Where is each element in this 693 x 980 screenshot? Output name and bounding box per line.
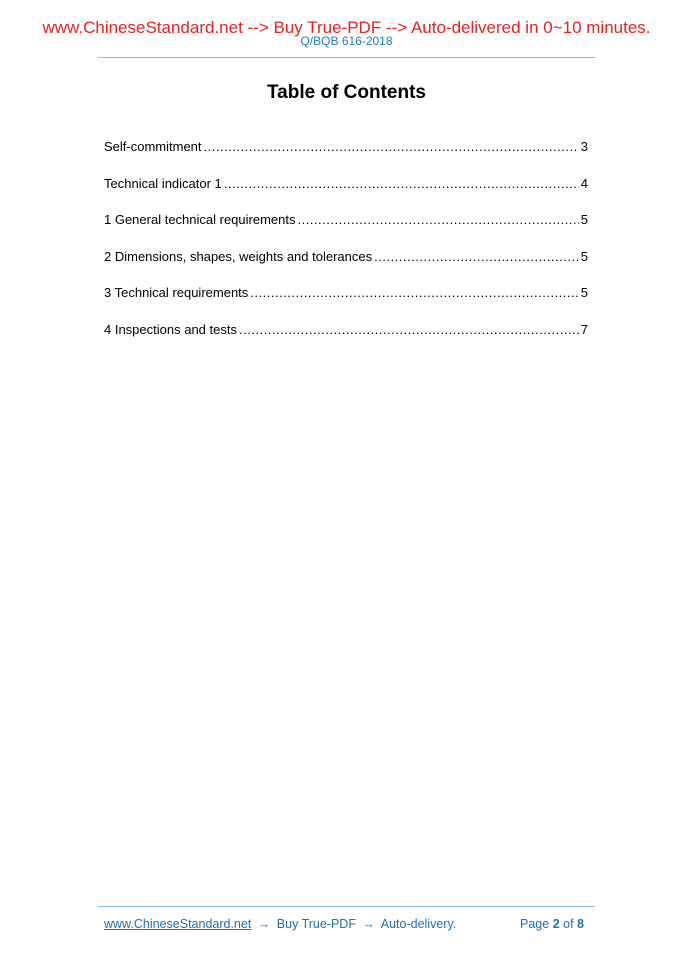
page-footer [104,916,584,932]
toc-entry-page: 7 [580,321,588,337]
site-link[interactable]: www.ChineseStandard.net [104,917,252,931]
toc-leader-dots [374,248,579,266]
delivery-text: Auto-delivery. [380,917,457,931]
toc-title: Table of Contents [266,82,427,103]
promo-banner[interactable]: www.ChineseStandard.net --> Buy True-PDF --> Auto-delivered in 0~10 minutes. [42,18,651,37]
toc-entry-label: 3 Technical requirements [104,285,249,300]
arrow-right-icon: → [257,917,271,931]
toc-entry-self-commitment[interactable] [104,138,588,175]
toc-entry-label: Technical indicator 1 [104,175,222,191]
buy-text: Buy True-PDF [276,917,356,931]
toc-entry-label: 2 Dimensions, shapes, weights and tolerances [104,248,373,264]
toc-entry-label: Self-commitment [104,139,202,154]
toc-entry-general-technical-requirements[interactable] [104,211,588,248]
standard-code: Q/BQB 616-2018 [300,34,393,48]
toc-leader-dots [239,321,579,339]
toc-entry-label: 1 General technical requirements [104,212,296,227]
footer-divider [98,906,595,907]
arrow-right-icon: → [362,917,375,931]
toc-leader-dots [204,138,579,156]
toc-entry-inspections-and-tests[interactable] [104,321,588,358]
toc-entry-page: 4 [580,175,588,191]
toc-entry-technical-indicator[interactable] [104,175,588,212]
toc-list [104,138,588,357]
footer-links [104,916,456,932]
toc-leader-dots [224,175,579,193]
header-divider [98,57,595,58]
toc-entry-page: 5 [580,212,588,227]
page-number [520,916,584,932]
toc-entry-dimensions[interactable] [104,248,588,285]
toc-entry-page: 5 [580,248,588,264]
toc-entry-label: 4 Inspections and tests [104,321,237,337]
page-current: 2 [552,917,560,931]
toc-entry-page: 3 [580,139,588,154]
toc-entry-technical-requirements[interactable] [104,284,588,321]
toc-leader-dots [250,284,578,302]
toc-entry-page: 5 [580,285,588,300]
page-of: of [563,917,574,931]
toc-leader-dots [298,211,579,229]
page-total: 8 [577,917,584,931]
page-label: Page [520,917,550,931]
